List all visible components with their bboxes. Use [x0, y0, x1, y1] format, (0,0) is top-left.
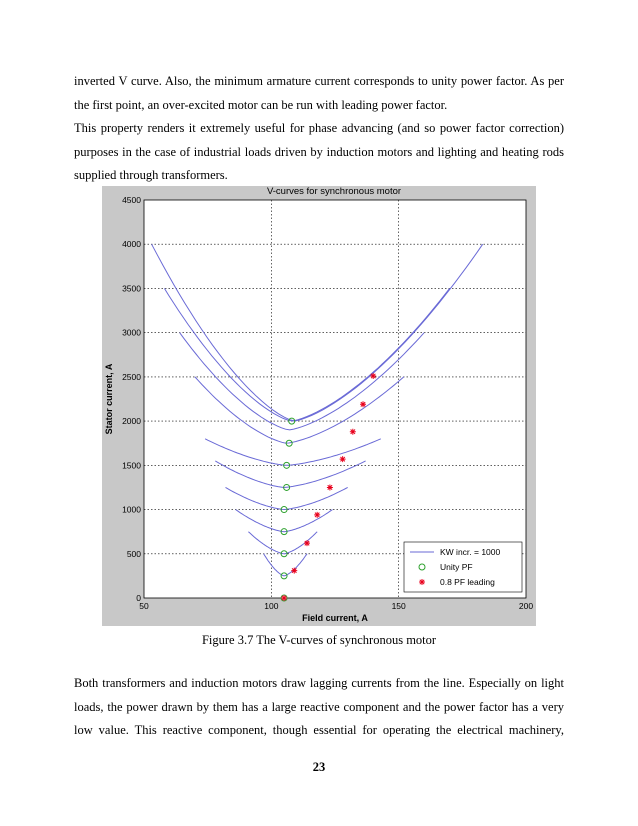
y-tick-label: 1500 [122, 460, 141, 471]
figure-caption: Figure 3.7 The V-curves of synchronous motor [201, 633, 437, 647]
page-number: 23 [312, 760, 326, 774]
pf-leading-marker [360, 401, 366, 407]
pf-leading-marker [314, 512, 320, 518]
pf-leading-marker [281, 595, 287, 601]
y-tick-label: 4500 [122, 195, 141, 205]
plot-area [144, 200, 526, 598]
legend-entry: Unity PF [440, 562, 473, 572]
text-line: inverted V curve. Also, the minimum armature current corresponds to unity power factor. As per [74, 74, 564, 88]
text-line: loads, the power drawn by them has a large reactive component and the power factor has a very [74, 699, 564, 714]
text-line: supplied through transformers. [74, 168, 228, 182]
x-tick-label: 50 [139, 601, 149, 611]
y-tick-label: 1000 [122, 504, 141, 515]
x-tick-label: 150 [391, 601, 406, 611]
pf-leading-marker [304, 540, 310, 546]
text-line: Both transformers and induction motors draw lagging currents from the line. Especially on light [74, 676, 564, 690]
y-tick-label: 4000 [122, 239, 141, 250]
y-tick-label: 2500 [122, 371, 141, 382]
y-tick-label: 0 [136, 593, 141, 603]
bottom-paragraph [74, 672, 564, 743]
text-line: purposes in the case of industrial loads driven by induction motors and lighting and heating rods [74, 144, 564, 159]
x-tick-label: 200 [518, 601, 534, 611]
text-line: This property renders it extremely useful for phase advancing (and so power factor correction) [74, 121, 564, 135]
y-tick-label: 2000 [122, 416, 141, 427]
text-line: low value. This reactive component, though essential for operating the electrical machinery, [74, 723, 564, 737]
pf-leading-marker [350, 429, 356, 435]
y-tick-label: 500 [126, 548, 141, 559]
pf-leading-marker [340, 456, 346, 462]
text-line: the first point, an over-excited motor can be run with leading power factor. [74, 97, 448, 112]
y-tick-label: 3000 [122, 327, 141, 338]
legend-pf-icon [419, 579, 425, 585]
pf-leading-marker [327, 484, 333, 490]
x-axis-label: Field current, A [302, 613, 368, 623]
pf-leading-marker [291, 568, 297, 574]
top-paragraph [74, 70, 564, 188]
x-tick-label: 100 [264, 601, 279, 611]
y-axis-label: Stator current, A [104, 363, 114, 435]
v-curves-figure [102, 186, 536, 626]
legend-entry: 0.8 PF leading [440, 577, 495, 587]
pf-leading-marker [370, 373, 376, 379]
legend-entry: KW incr. = 1000 [440, 547, 501, 557]
y-tick-label: 3500 [122, 283, 141, 294]
chart-title: V-curves for synchronous motor [266, 186, 402, 197]
